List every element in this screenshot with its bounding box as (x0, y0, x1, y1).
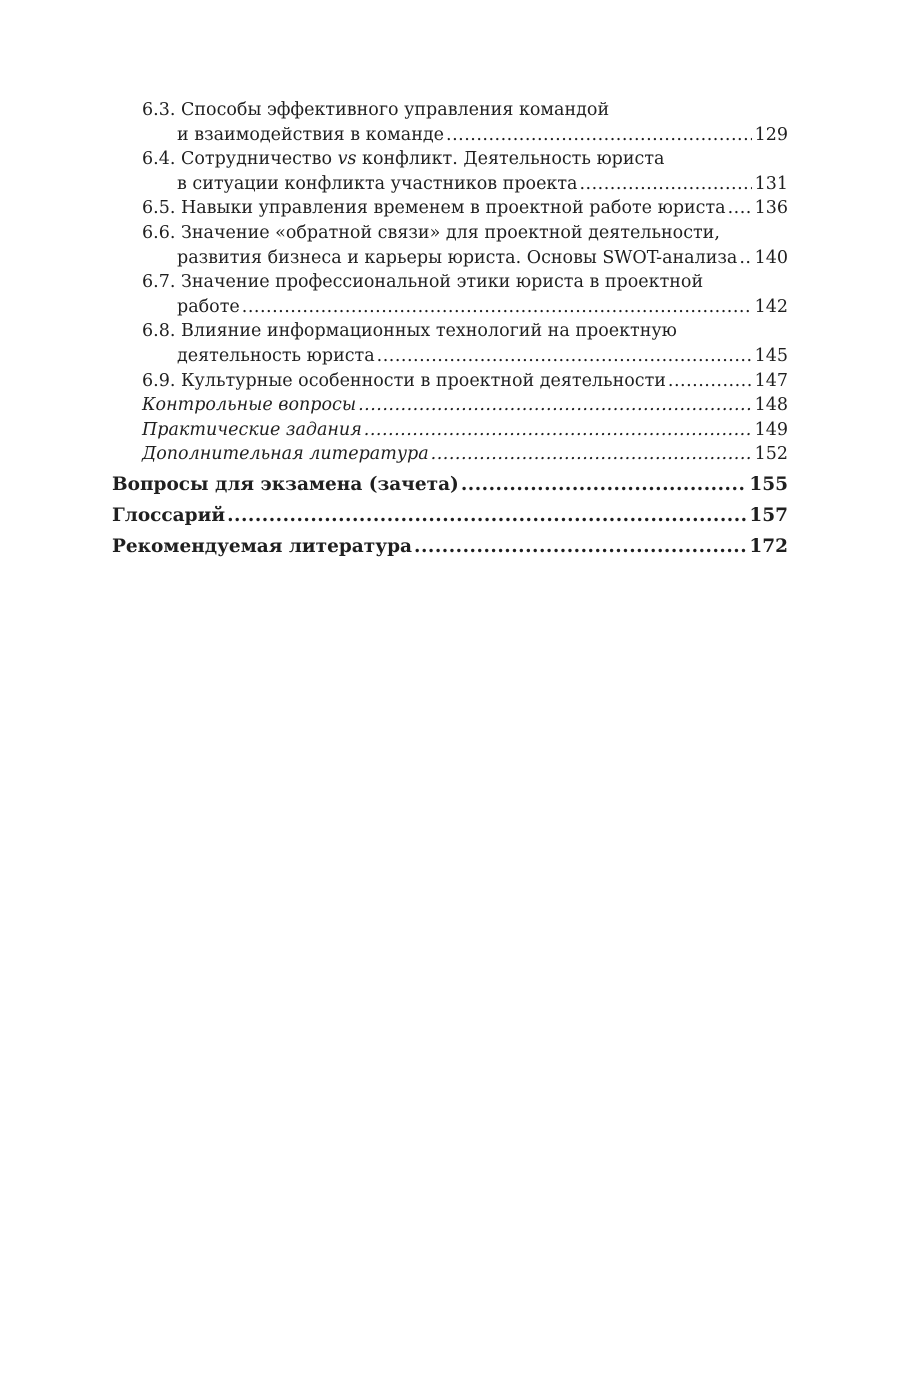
toc-entry-text: Рекомендуемая литература (112, 535, 413, 557)
toc-entry-title (142, 270, 703, 295)
toc-line (112, 532, 788, 563)
toc-entry-title (142, 221, 720, 246)
toc-entry-text: Культурные особенности в проектной деятельности (180, 370, 666, 391)
toc-entry-glossary[interactable] (112, 501, 788, 532)
toc-entry-number: 6.5. (142, 198, 176, 219)
toc-entry-title (142, 369, 666, 394)
toc-line (142, 123, 788, 148)
toc-entry-text: Значение «обратной связи» для проектной деятельности, (180, 222, 720, 243)
toc-entry-text-continued: работе (177, 296, 240, 317)
toc-page-number: 157 (749, 504, 788, 526)
dot-leader (579, 172, 751, 197)
toc-entry-text: Сотрудничество (180, 149, 338, 170)
toc-page-number: 148 (754, 395, 788, 416)
toc-entry-title (142, 98, 609, 123)
toc-page-number: 142 (754, 296, 788, 317)
toc-line (142, 147, 788, 172)
toc-entry-text-italic: vs (337, 149, 357, 170)
table-of-contents (112, 98, 788, 562)
toc-line (142, 344, 788, 369)
toc-entry-text: Способы эффективного управления командой (180, 100, 610, 120)
toc-entry-text-continued: и взаимодействия в команде (177, 124, 444, 145)
toc-page-number: 147 (754, 370, 788, 391)
toc-page-number: 129 (754, 124, 788, 145)
toc-entry-number: 6.8. (142, 321, 176, 342)
toc-entry-6-7[interactable] (112, 270, 788, 319)
toc-entry-number: 6.7. (142, 272, 176, 293)
dot-leader (364, 418, 752, 443)
toc-entry-text: Дополнительная литература (142, 444, 429, 465)
toc-line (112, 470, 788, 501)
dot-leader (377, 344, 752, 369)
toc-entry-number: 6.3. (142, 100, 176, 120)
dot-leader (431, 442, 752, 467)
toc-entry-exam-questions[interactable] (112, 470, 788, 501)
toc-line (142, 270, 788, 295)
toc-entry-recommended-literature[interactable] (112, 532, 788, 563)
toc-entry-6-9[interactable] (112, 369, 788, 394)
toc-entry-control-questions[interactable] (112, 393, 788, 418)
toc-line (142, 442, 788, 467)
toc-line (142, 196, 788, 221)
toc-entry-practical-tasks[interactable] (112, 418, 788, 443)
toc-entry-text-continued: в ситуации конфликта участников проекта (177, 173, 578, 194)
toc-entry-title (142, 196, 726, 221)
toc-line (112, 501, 788, 532)
toc-entry-text: Глоссарий (112, 504, 226, 526)
toc-entry-text: Контрольные вопросы (142, 395, 357, 416)
toc-entry-number: 6.4. (142, 149, 176, 170)
toc-line (142, 393, 788, 418)
dot-leader (227, 501, 746, 532)
toc-line (142, 221, 788, 246)
dot-leader (739, 246, 751, 271)
dot-leader (358, 393, 752, 418)
toc-entry-title (142, 147, 664, 172)
toc-page-number: 131 (754, 173, 788, 194)
dot-leader (242, 295, 752, 320)
toc-entry-6-6[interactable] (112, 221, 788, 270)
toc-entry-number: 6.9. (142, 370, 176, 391)
toc-line (142, 319, 788, 344)
toc-page-number: 136 (754, 198, 788, 219)
toc-entry-text: Влияние информационных технологий на проектную (180, 321, 677, 342)
toc-entry-text: Практические задания (142, 419, 362, 440)
dot-leader (728, 196, 752, 221)
toc-line (142, 295, 788, 320)
toc-entry-text-continued: развития бизнеса и карьеры юриста. Основы SWOT-анализа (177, 247, 738, 268)
toc-entry-text: Значение профессиональной этики юриста в проектной (180, 272, 704, 293)
toc-entry-additional-literature[interactable] (112, 442, 788, 467)
dot-leader (414, 532, 746, 563)
dot-leader (461, 470, 747, 501)
toc-line (142, 369, 788, 394)
toc-entry-6-4[interactable] (112, 147, 788, 196)
toc-entry-6-5[interactable] (112, 196, 788, 221)
dot-leader (668, 369, 752, 394)
dot-leader (446, 123, 752, 148)
toc-entry-6-3[interactable] (112, 98, 788, 147)
toc-entry-text: конфликт. Деятельность юриста (356, 149, 665, 170)
toc-line (142, 418, 788, 443)
toc-line (142, 98, 788, 123)
toc-page-number: 155 (749, 473, 788, 495)
toc-entry-number: 6.6. (142, 222, 176, 243)
toc-page-number: 145 (754, 345, 788, 366)
toc-line (142, 246, 788, 271)
toc-entry-text: Навыки управления временем в проектной работе юриста (180, 198, 726, 219)
toc-entry-6-8[interactable] (112, 319, 788, 368)
toc-line (142, 172, 788, 197)
toc-page-number: 140 (754, 247, 788, 268)
toc-entry-title (142, 319, 677, 344)
toc-page-number: 149 (754, 419, 788, 440)
toc-entry-text-continued: деятельность юриста (177, 345, 375, 366)
toc-entry-text: Вопросы для экзамена (зачета) (112, 473, 459, 495)
toc-page-number: 152 (754, 444, 788, 465)
toc-page-number: 172 (749, 535, 788, 557)
